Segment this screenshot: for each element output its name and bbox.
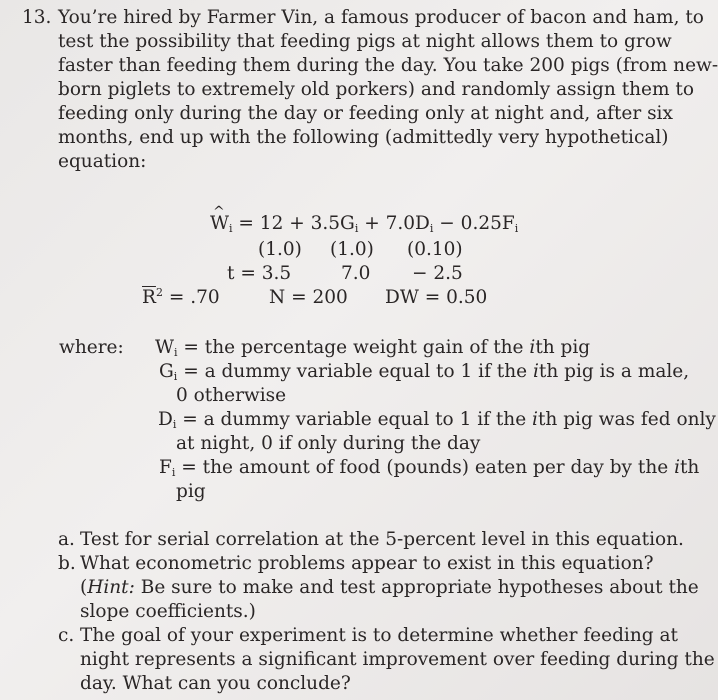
regression-equation: ^ $W_i = 12 + 3.5G_i + 7.0D_i - 0.25F_i$ xyxy=(210,212,518,236)
dw-stat: DW = 0.50 xyxy=(385,287,488,308)
intro-line-1: You’re hired by Farmer Vin, a famous producer of bacon and ham, to xyxy=(58,7,704,28)
question-c-line3: day. What can you conclude? xyxy=(80,673,351,694)
def-f-line2: pig xyxy=(176,481,206,502)
def-d: $D_i = a$ dummy variable equal to 1 if the ith pig was fed only xyxy=(158,409,716,431)
question-c-line1: The goal of your experiment is to determine whether feeding at xyxy=(80,625,678,646)
se-d: (1.0) xyxy=(330,239,374,260)
intro-line-5: feeding only during the day or feeding only at night and, after six xyxy=(58,103,673,124)
r-squared: $\overline{R}^2 = .70$ xyxy=(142,286,220,308)
intro-line-6: months, end up with the following (admittedly very hypothetical) xyxy=(58,127,669,148)
def-w: $W_i$ = the percentage weight gain of the ith pig xyxy=(155,337,591,359)
problem-number: 13. xyxy=(22,7,52,28)
def-f: $F_i$ = the amount of food (pounds) eaten per day by the ith xyxy=(159,457,700,479)
question-b-line3: slope coefficients.) xyxy=(80,601,256,622)
question-b-label: b. xyxy=(58,553,76,574)
w-hat: ^ W xyxy=(210,212,229,236)
n-stat: N = 200 xyxy=(269,287,348,308)
t-stat-f: − 2.5 xyxy=(412,263,463,284)
question-a-text: Test for serial correlation at the 5-percent level in this equation. xyxy=(80,529,684,550)
def-g-line2: 0 otherwise xyxy=(176,385,287,406)
intro-line-7: equation: xyxy=(58,151,147,172)
question-b-line2: (Hint: Be sure to make and test appropriate hypotheses about the xyxy=(80,577,699,598)
intro-line-3: faster than feeding them during the day. You take 200 pigs (from new- xyxy=(58,55,718,76)
question-b-line1: What econometric problems appear to exist in this equation? xyxy=(80,553,654,574)
intro-line-2: test the possibility that feeding pigs at night allows them to grow xyxy=(58,31,672,52)
t-stat-g: t = 3.5 xyxy=(227,263,292,284)
where-label: where: xyxy=(59,337,124,358)
t-stat-d: 7.0 xyxy=(341,263,371,284)
se-f: (0.10) xyxy=(407,239,463,260)
question-a-label: a. xyxy=(58,529,75,550)
question-c-line2: night represents a significant improvement over feeding during the xyxy=(80,649,715,670)
def-d-line2: at night, 0 if only during the day xyxy=(176,433,481,454)
def-g: $G_i = a$ dummy variable equal to 1 if the ith pig is a male, xyxy=(159,361,690,383)
question-c-label: c. xyxy=(58,625,75,646)
se-g: (1.0) xyxy=(258,239,302,260)
intro-line-4: born piglets to extremely old porkers) and randomly assign them to xyxy=(58,79,694,100)
